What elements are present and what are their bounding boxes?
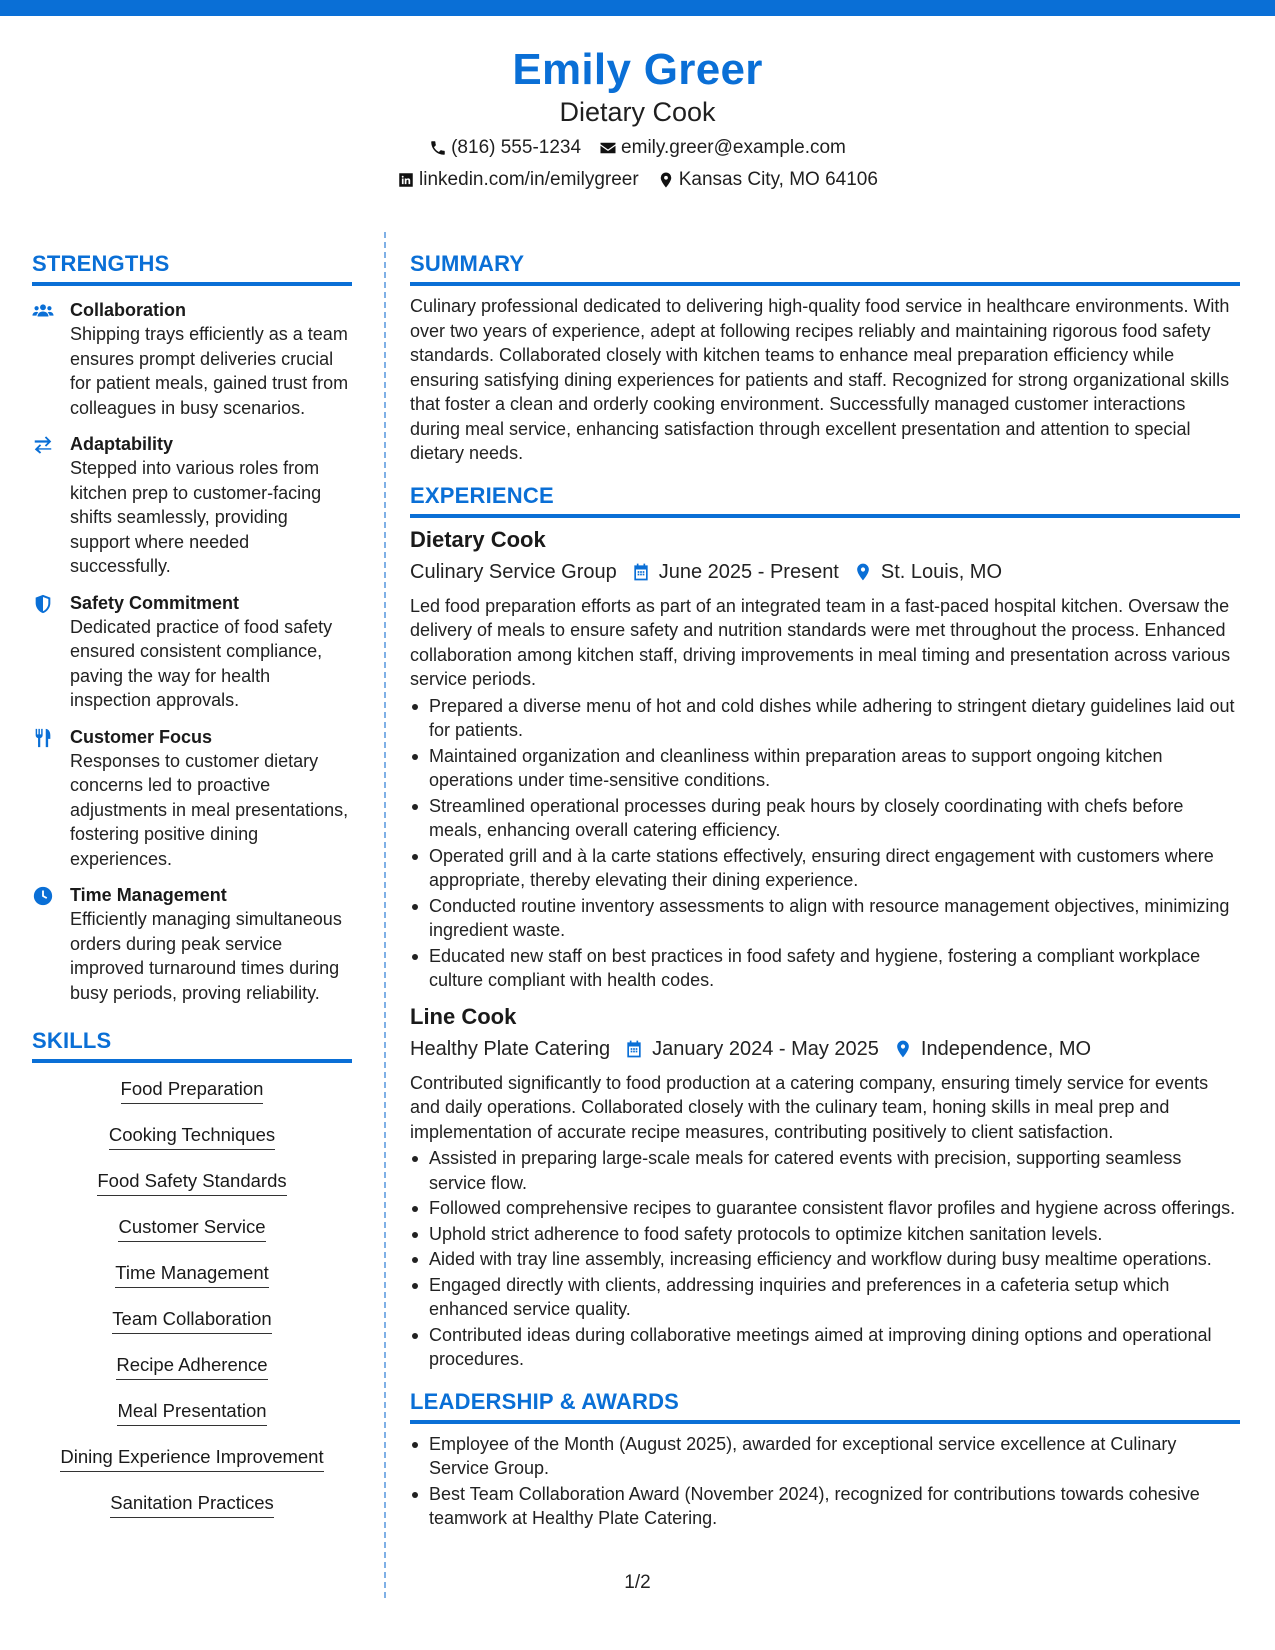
- page-number: 1/2: [624, 1572, 651, 1593]
- skill-item: Time Management: [115, 1261, 269, 1288]
- top-accent-bar: [0, 0, 1275, 16]
- job-company: Culinary Service Group: [410, 560, 617, 583]
- skill-item: Cooking Techniques: [109, 1123, 275, 1150]
- job-entry: [410, 1003, 1240, 1372]
- skill-item: Meal Presentation: [117, 1399, 266, 1426]
- bullet-item: Engaged directly with clients, addressing inquiries and preferences in a cafeteria setup which enhanced service quality.: [410, 1273, 1240, 1322]
- strength-desc: Efficiently managing simultaneous orders during peak service improved turnaround times during busy periods, proving reliability.: [70, 909, 342, 1003]
- strength-title: Customer Focus: [70, 726, 213, 747]
- job-description: Led food preparation efforts as part of an integrated team in a fast-paced hospital kitchen. Oversaw the delivery of meals to ensure safety and nutrition standards were met throughout the process. Enhanced collaboration among kitchen staff, driving improvements in meal timing and presentation across various service periods.: [410, 595, 1231, 689]
- job-bullets: [410, 694, 1240, 993]
- skill-item: Customer Service: [118, 1215, 265, 1242]
- map-pin-icon: [657, 171, 675, 189]
- bullet-item: Uphold strict adherence to food safety protocols to optimize kitchen sanitation levels.: [410, 1222, 1240, 1247]
- strength-desc: Stepped into various roles from kitchen prep to customer-facing shifts seamlessly, providing support where needed successfully.: [70, 458, 322, 576]
- strength-item: [32, 298, 352, 420]
- leadership-list: [410, 1432, 1240, 1531]
- job-title: Dietary Cook: [410, 526, 546, 552]
- job-meta: [410, 558, 1240, 586]
- summary-text: Culinary professional dedicated to delivering high-quality food service in healthcare environments. With over two years of experience, adept at following recipes reliably and maintaining rigorous food safety standards. Collaborated closely with kitchen teams to enhance meal preparation efficiency while ensuring satisfying dining experiences for patients and staff. Recognized for strong organizational skills that foster a clean and orderly cooking environment. Successfully managed customer interactions during meal service, enhancing satisfaction through excellent presentation and attention to special dietary needs.: [410, 296, 1230, 463]
- resume-header: [0, 44, 1275, 192]
- bullet-item: Maintained organization and cleanliness within preparation areas to support ongoing kitchen operations under time-sensitive conditions.: [410, 744, 1240, 793]
- strength-desc: Responses to customer dietary concerns led to proactive adjustments in meal presentations, fostering positive dining experiences.: [70, 750, 349, 869]
- email-text: emily.greer@example.com: [621, 137, 846, 158]
- right-column: [410, 250, 1240, 1531]
- email-contact[interactable]: [599, 136, 846, 160]
- strength-item: [32, 591, 352, 713]
- column-divider: [384, 232, 386, 1598]
- phone-icon: [429, 139, 447, 157]
- skill-item: Team Collaboration: [112, 1307, 271, 1334]
- job-bullets: [410, 1146, 1240, 1372]
- shield-icon: [32, 593, 54, 615]
- left-column: [32, 250, 352, 1537]
- contact-row-1: [0, 136, 1275, 160]
- strengths-heading: STRENGTHS: [32, 250, 352, 286]
- award-item: Employee of the Month (August 2025), awarded for exceptional service excellence at Culinary Service Group.: [410, 1432, 1240, 1481]
- bullet-item: Streamlined operational processes during peak hours by closely coordinating with chefs before meals, enhancing overall catering efficiency.: [410, 794, 1240, 843]
- bullet-item: Followed comprehensive recipes to guarantee consistent flavor profiles and hygiene across offerings.: [410, 1196, 1240, 1221]
- job-dates: January 2024 - May 2025: [652, 1037, 879, 1060]
- strength-desc: Dedicated practice of food safety ensured consistent compliance, paving the way for health inspection approvals.: [70, 616, 333, 710]
- job-dates: June 2025 - Present: [658, 560, 839, 583]
- strength-item: [32, 725, 352, 872]
- bullet-item: Aided with tray line assembly, increasing efficiency and workflow during busy mealtime operations.: [410, 1247, 1240, 1272]
- candidate-name: Emily Greer: [512, 45, 763, 94]
- strength-item: [32, 883, 352, 1005]
- bullet-item: Educated new staff on best practices in food safety and hygiene, fostering a compliant workplace culture compliant with health codes.: [410, 944, 1240, 993]
- phone-text: (816) 555-1234: [451, 137, 582, 158]
- bullet-item: Contributed ideas during collaborative meetings aimed at improving dining options and operational procedures.: [410, 1323, 1240, 1372]
- leadership-heading: LEADERSHIP & AWARDS: [410, 1388, 1240, 1424]
- bullet-item: Conducted routine inventory assessments to align with resource management objectives, minimizing ingredient waste.: [410, 894, 1240, 943]
- linkedin-text: linkedin.com/in/emilygreer: [419, 169, 639, 190]
- utensils-icon: [32, 727, 54, 749]
- skills-list: [32, 1077, 352, 1537]
- summary-heading: SUMMARY: [410, 250, 1240, 286]
- map-pin-icon: [893, 1039, 913, 1059]
- strength-title: Adaptability: [70, 434, 174, 454]
- strength-title: Collaboration: [70, 300, 186, 320]
- strength-title: Safety Commitment: [70, 592, 240, 613]
- arrows-exchange-icon: [32, 434, 54, 456]
- skill-item: Recipe Adherence: [116, 1353, 267, 1380]
- skill-item: Food Safety Standards: [97, 1169, 286, 1196]
- candidate-title: Dietary Cook: [559, 97, 716, 127]
- job-location: Independence, MO: [920, 1037, 1092, 1060]
- strength-desc: Shipping trays efficiently as a team ensures prompt deliveries crucial for patient meals, gained trust from colleagues in busy scenarios.: [70, 324, 349, 418]
- skills-heading: SKILLS: [32, 1027, 352, 1063]
- strength-title: Time Management: [70, 885, 227, 905]
- job-meta: [410, 1035, 1240, 1063]
- calendar-icon: [631, 562, 651, 582]
- bullet-item: Assisted in preparing large-scale meals for catered events with precision, supporting seamless service flow.: [410, 1146, 1240, 1195]
- location-contact: [657, 168, 878, 192]
- linkedin-contact[interactable]: [397, 168, 639, 192]
- phone-contact[interactable]: [429, 136, 581, 160]
- skill-item: Dining Experience Improvement: [60, 1445, 323, 1472]
- linkedin-icon: [397, 171, 415, 189]
- experience-heading: EXPERIENCE: [410, 482, 1240, 518]
- location-text: Kansas City, MO 64106: [678, 169, 878, 190]
- job-location: St. Louis, MO: [880, 560, 1003, 583]
- job-description: Contributed significantly to food production at a catering company, ensuring timely service for events and daily operations. Collaborated closely with the culinary team, honing skills in meal prep and implementation of accurate recipe measures, contributing positively to client satisfaction.: [410, 1072, 1209, 1142]
- map-pin-icon: [853, 562, 873, 582]
- skill-item: Food Preparation: [121, 1077, 264, 1104]
- bullet-item: Operated grill and à la carte stations effectively, ensuring direct engagement with customers where appropriate, thereby elevating their dining experience.: [410, 844, 1240, 893]
- calendar-icon: [624, 1039, 644, 1059]
- strength-item: [32, 432, 352, 579]
- bullet-item: Prepared a diverse menu of hot and cold dishes while adhering to stringent dietary guidelines laid out for patients.: [410, 694, 1240, 743]
- skill-item: Sanitation Practices: [110, 1491, 274, 1518]
- job-company: Healthy Plate Catering: [410, 1037, 611, 1060]
- users-icon: [32, 300, 54, 322]
- contact-row-2: [0, 168, 1275, 192]
- clock-icon: [32, 885, 54, 907]
- envelope-icon: [599, 139, 617, 157]
- job-entry: [410, 526, 1240, 993]
- job-title: Line Cook: [410, 1003, 517, 1029]
- award-item: Best Team Collaboration Award (November 2024), recognized for contributions towards cohesive teamwork at Healthy Plate Catering.: [410, 1482, 1240, 1531]
